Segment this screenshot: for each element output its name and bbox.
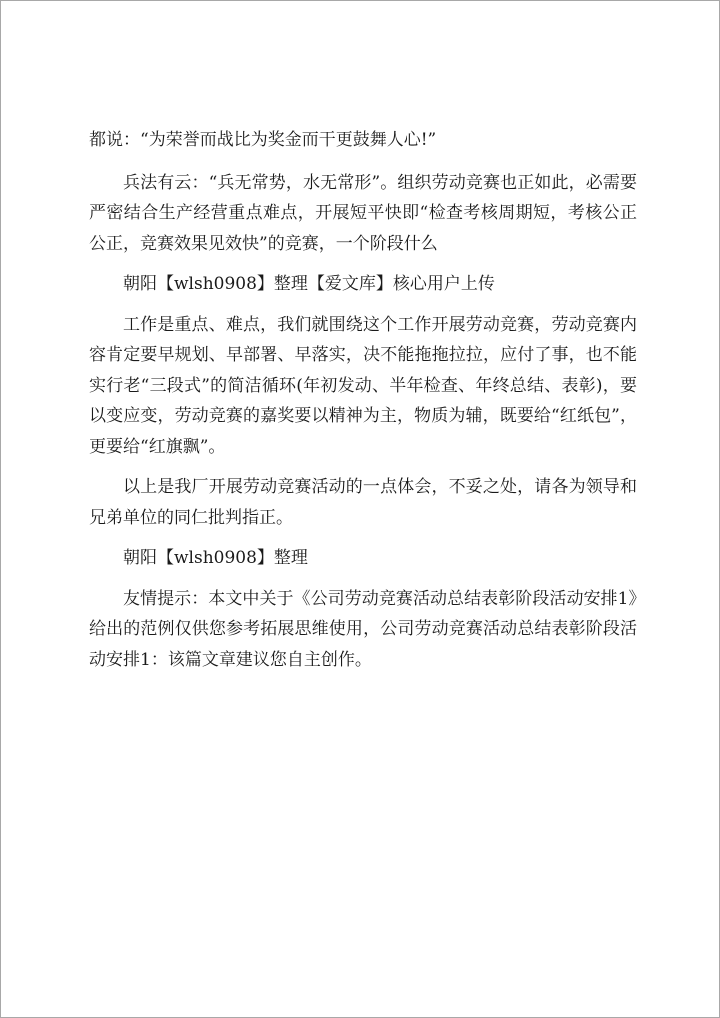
document-body	[89, 125, 637, 685]
paragraph-source-note: 朝阳【wlsh0908】整理【爱文库】核心用户上传	[123, 274, 495, 294]
paragraph-art-of-war: 兵法有云：“兵无常势，水无常形”。组织劳动竞赛也正如此，必需要严密结合生产经营重点难点，开展短平快即“检查考核周期短，考核公正公正，竞赛效果见效快”的竞赛，一个阶段什么	[89, 172, 637, 254]
paragraph-quote: 都说：“为荣誉而战比为奖金而干更鼓舞人心!”	[89, 130, 437, 150]
paragraph-compiler: 朝阳【wlsh0908】整理	[123, 548, 308, 568]
paragraph-work-focus: 工作是重点、难点，我们就围绕这个工作开展劳动竞赛，劳动竞赛内容肯定要早规划、早部署、早落实，决不能拖拖拉拉，应付了事，也不能实行老“三段式”的简洁循环(年初发动、半年检查、年终总结、表彰)，要以变应变，劳动竞赛的嘉奖要以精神为主，物质为辅，既要给“红纸包”，更要给“红旗飘”。	[89, 314, 637, 457]
paragraph-conclusion: 以上是我厂开展劳动竞赛活动的一点体会，不妥之处，请各为领导和兄弟单位的同仁批判指正。	[89, 477, 637, 528]
paragraph-friendly-tip: 友情提示：本文中关于《公司劳动竞赛活动总结表彰阶段活动安排1》给出的范例仅供您参考拓展思维使用，公司劳动竞赛活动总结表彰阶段活动安排1：该篇文章建议您自主创作。	[89, 588, 637, 670]
